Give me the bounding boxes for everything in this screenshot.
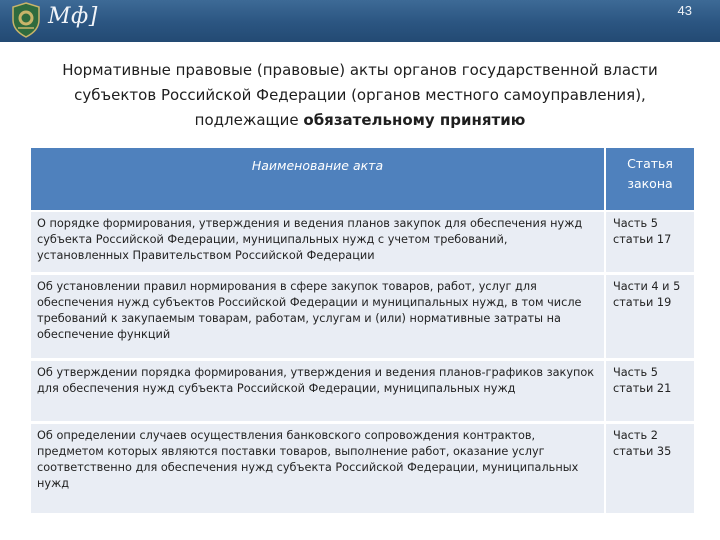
header-bar [0, 0, 720, 42]
title-line-2: субъектов Российской Федерации (органов местного самоуправления), [74, 86, 646, 104]
title-line-1: Нормативные правовые (правовые) акты органов государственной власти [62, 61, 658, 79]
logo-text: Мф] [48, 4, 98, 29]
article-part: Часть 2 [613, 429, 658, 442]
article-part: Часть 5 [613, 217, 658, 230]
ministry-emblem-icon [10, 2, 42, 38]
table-header-row [31, 148, 694, 212]
article-number: статьи 19 [613, 296, 672, 309]
article-cell [604, 424, 694, 516]
article-part: Части 4 и 5 [613, 280, 681, 293]
header-article-line2: закона [627, 176, 673, 191]
title-emphasis: обязательному принятию [303, 111, 526, 129]
acts-table [31, 148, 694, 516]
page-title [20, 58, 700, 133]
page-number: 43 [677, 3, 692, 18]
article-cell [604, 212, 694, 275]
table-row [31, 424, 694, 516]
header-act-name: Наименование акта [31, 148, 604, 212]
table-row [31, 212, 694, 275]
title-prefix: подлежащие [194, 111, 304, 129]
article-cell [604, 361, 694, 424]
article-number: статьи 35 [613, 445, 672, 458]
article-number: статьи 21 [613, 382, 672, 395]
article-part: Часть 5 [613, 366, 658, 379]
title-line-3 [20, 108, 700, 133]
article-cell [604, 275, 694, 361]
article-number: статьи 17 [613, 233, 672, 246]
header-article [604, 148, 694, 212]
table-row [31, 361, 694, 424]
act-name-cell: Об определении случаев осуществления банковского сопровождения контрактов, предметом которых являются поставки товаров, выполнение работ, оказание услуг соответственно для обеспечения нужд субъекта Российской Федерации, муниципальных нужд [31, 424, 604, 516]
act-name-cell: Об установлении правил нормирования в сфере закупок товаров, работ, услуг для обеспечения нужд субъектов Российской Федерации и муниципальных нужд, в том числе требований к закупаемым товарам, работам, услугам и (или) нормативные затраты на обеспечение функций [31, 275, 604, 361]
act-name-cell: Об утверждении порядка формирования, утверждения и ведения планов-графиков закупок для обеспечения нужд субъекта Российской Федерации, муниципальных нужд [31, 361, 604, 424]
act-name-cell: О порядке формирования, утверждения и ведения планов закупок для обеспечения нужд субъекта Российской Федерации, муниципальных нужд с учетом требований, установленных Правительством Российской Федерации [31, 212, 604, 275]
table-row [31, 275, 694, 361]
header-article-line1: Статья [627, 156, 673, 171]
